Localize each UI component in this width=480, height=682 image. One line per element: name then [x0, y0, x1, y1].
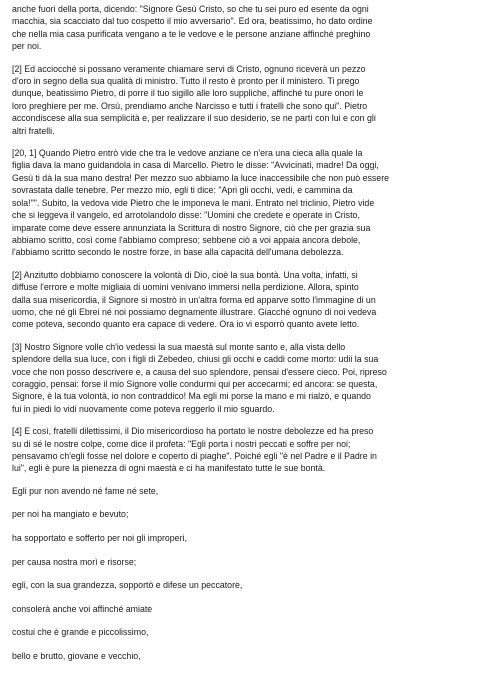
paragraph-opening: anche fuori della porta, dicendo: "Signore Gesù Cristo, so che tu sei puro ed esente da ogni macchia, sia scacciato dal tuo cospetto il mio avversario". Ed ora, beatissimo, ho dato ordine che nella mia casa purificata vengano a te le vedove e le persone anziane affinché preghino per noi.	[12, 4, 373, 52]
paragraph-20-3: [3] Nostro Signore volle ch'io vedessi la sua maestà sul monte santo e, alla vista dello splendore della sua luce, con i figli di Zebedeo, chiusi gli occhi e caddi come morto: udii la sua voce che non posso descrivere e, a causa del suo splendore, pensai d'essere cieco. Poi, ripreso coraggio, pensai: forse il mio Signore volle condurmi qui per accecarmi; ed ancora: se questa, Signore, è la tua volontà, io non contraddico! Ma egli mi porse la mano e mi rialzò, e quando fui in piedi lo vidi nuovamente come poteva reggerlo il mio sguardo.	[12, 341, 387, 414]
paragraph-20-4: [4] E così, fratelli dilettissimi, il Dio misericordioso ha portato le nostre debolezze ed ha preso su di sé le nostre colpe, come dice il profeta: "Egli porta i nostri peccati e soffre per noi; pensavamo ch'egli fosse nel dolore e coperto di piaghe". Poiché egli "è nel Padre e il Padre in lui", egli è pure la pienezza di ogni maestà e ci ha manifestato tutte le sue bontà.	[12, 426, 377, 474]
verse-line: egli, con la sua grandezza, sopportò e difese un peccatore,	[12, 580, 243, 591]
verse-line: per noi ha mangiato e bevuto;	[12, 509, 129, 520]
verse-line: costui che è grande e piccolissimo,	[12, 627, 149, 638]
verse-line: ha sopportato e sofferto per noi gli improperi,	[12, 533, 187, 543]
verse-line: per causa nostra morì e risorse;	[12, 556, 137, 567]
paragraph-2: [2] Ed acciocché si possano veramente chiamare servi di Cristo, ognuno riceverà un pezzo d'oro in segno della sua qualità di ministro. Tutto il resto è pronto per il ministero. Ti prego dunque, beatissimo Pietro, di porre il tuo sigillo alle loro suppliche, affinché tu pure onori le loro preghiere per me. Orsù, prendiamo anche Narcisso e tutti i fratelli che sono qui". Pietro accondiscese alla sua semplicità e, per realizzare il suo desiderio, se ne partì con lui e con gli altri fratelli.	[12, 63, 376, 136]
verse-line: bello e brutto, giovane e vecchio,	[12, 650, 141, 661]
verse-line: Egli pur non avendo né fame né sete,	[12, 485, 159, 496]
paragraph-20-2: [2] Anzitutto dobbiamo conoscere la volontà di Dio, cioè la sua bontà. Una volta, infatti, si diffuse l'errore e molte migliaia di uomini venivano immersi nella perdizione. Allora, spinto dalla sua misericordia, il Signore si mostrò in un'altra forma ed apparve sotto l'immagine di un uomo, che né gli Ebrei né noi possiamo degnamente illustrare. Giacché ognuno di noi vedeva come poteva, secondo quanto era capace di vedere. Ora io vi esporrò quanto avete letto.	[12, 269, 377, 330]
verse-line: consolerà anche voi affinché amiate	[12, 603, 153, 614]
paragraph-20-1: [20, 1] Quando Pietro entrò vide che tra le vedove anziane ce n'era una cieca alla quale la figlia dava la mano guidandola in casa di Marcello. Pietro le disse: "Avvicinati, madre! Da oggi, Gesù ti dà la sua mano destra! Per mezzo suo abbiamo la luce inaccessibile che non può essere sovrastata dalle tenebre. Per mezzo mio, egli ti dice: "Apri gli occhi, vedi, e cammina da sola!"". Subito, la vedova vide Pietro che le imponeva le mani. Entrato nel triclinio, Pietro vide che si leggeva il vangelo, ed arrotolandolo disse: "Uomini che credete e operate in Cristo, imparate come deve essere annunziata la Scrittura di nostro Signore, ciò che per grazia sua abbiamo scritto, così come l'abbiamo compreso; sebbene ciò a voi appaia ancora debole, l'abbiamo scritto secondo le nostre forze, in base alla capacità dell'umana debolezza.	[12, 148, 390, 258]
